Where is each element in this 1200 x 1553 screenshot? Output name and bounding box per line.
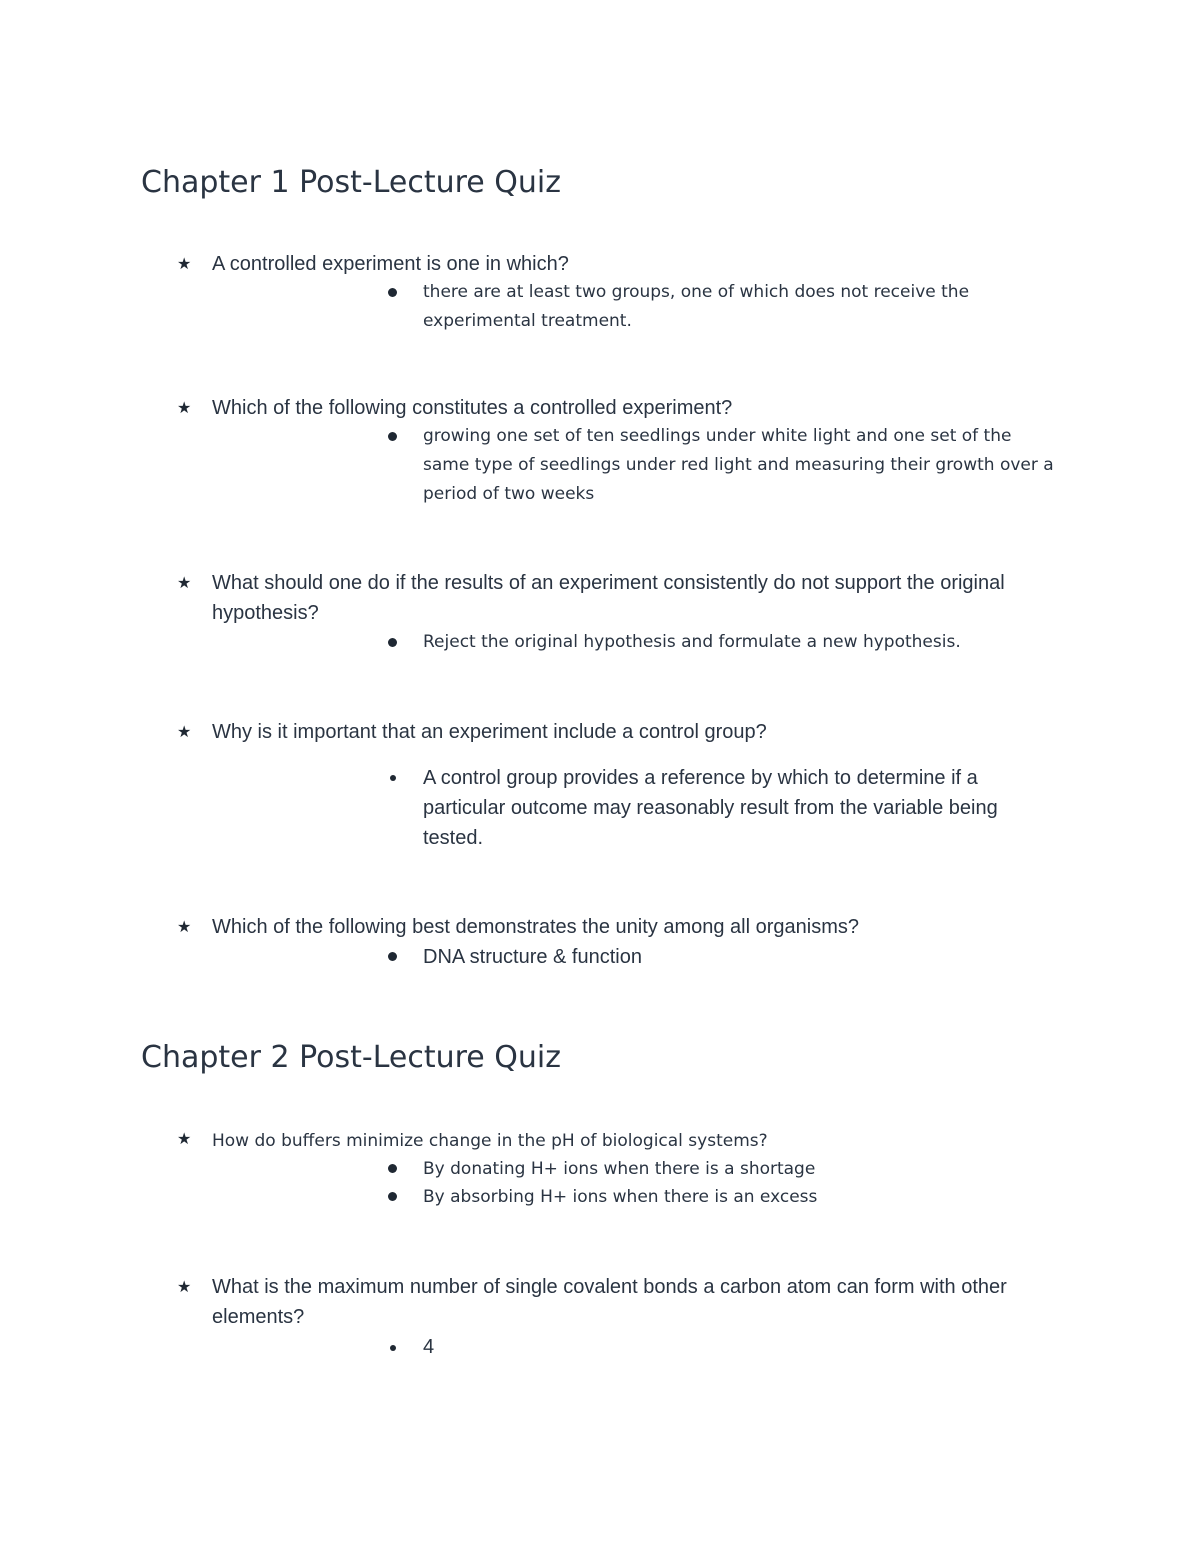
bullet-dot-icon [388,432,397,441]
answer-6b: By absorbing H+ ions when there is an excess [423,1187,818,1207]
question-5: Which of the following best demonstrates the unity among all organisms? [212,916,860,938]
answer-5: DNA structure & function [423,946,642,968]
answer-6a: By donating H+ ions when there is a shortage [423,1159,816,1179]
star-bullet-icon: ★ [177,1129,192,1148]
answer-1: there are at least two groups, one of which does not receive the experimental treatment. [423,282,970,331]
bullet-dot-icon [388,638,397,647]
answer-3: Reject the original hypothesis and formulate a new hypothesis. [423,632,961,652]
question-7: What is the maximum number of single covalent bonds a carbon atom can form with other elements? [212,1276,1007,1328]
star-bullet-icon: ★ [177,917,192,936]
star-bullet-icon: ★ [177,573,192,592]
star-bullet-icon: ★ [177,722,192,741]
question-3: What should one do if the results of an experiment consistently do not support the original hypothesis? [212,572,1005,624]
question-2: Which of the following constitutes a controlled experiment? [212,397,733,419]
answer-4: A control group provides a reference by which to determine if a particular outcome may reasonably result from the variable being tested. [423,767,998,849]
answer-7: 4 [423,1336,435,1358]
answer-2: growing one set of ten seedlings under white light and one set of the same type of seedlings under red light and measuring their growth over a period of two weeks [423,426,1054,504]
question-4: Why is it important that an experiment include a control group? [212,721,767,743]
bullet-dot-icon [390,775,396,781]
bullet-dot-icon [388,1164,397,1173]
bullet-dot-icon [388,288,397,297]
star-bullet-icon: ★ [177,398,192,417]
bullet-dot-icon [388,1192,397,1201]
star-bullet-icon: ★ [177,1277,192,1296]
question-1: A controlled experiment is one in which? [212,253,569,275]
bullet-dot-icon [388,952,397,961]
bullet-dot-icon [390,1345,396,1351]
star-bullet-icon: ★ [177,254,192,273]
chapter-1-title: Chapter 1 Post-Lecture Quiz [141,165,561,200]
question-6: How do buffers minimize change in the pH of biological systems? [212,1131,768,1151]
chapter-2-title: Chapter 2 Post-Lecture Quiz [141,1040,561,1075]
